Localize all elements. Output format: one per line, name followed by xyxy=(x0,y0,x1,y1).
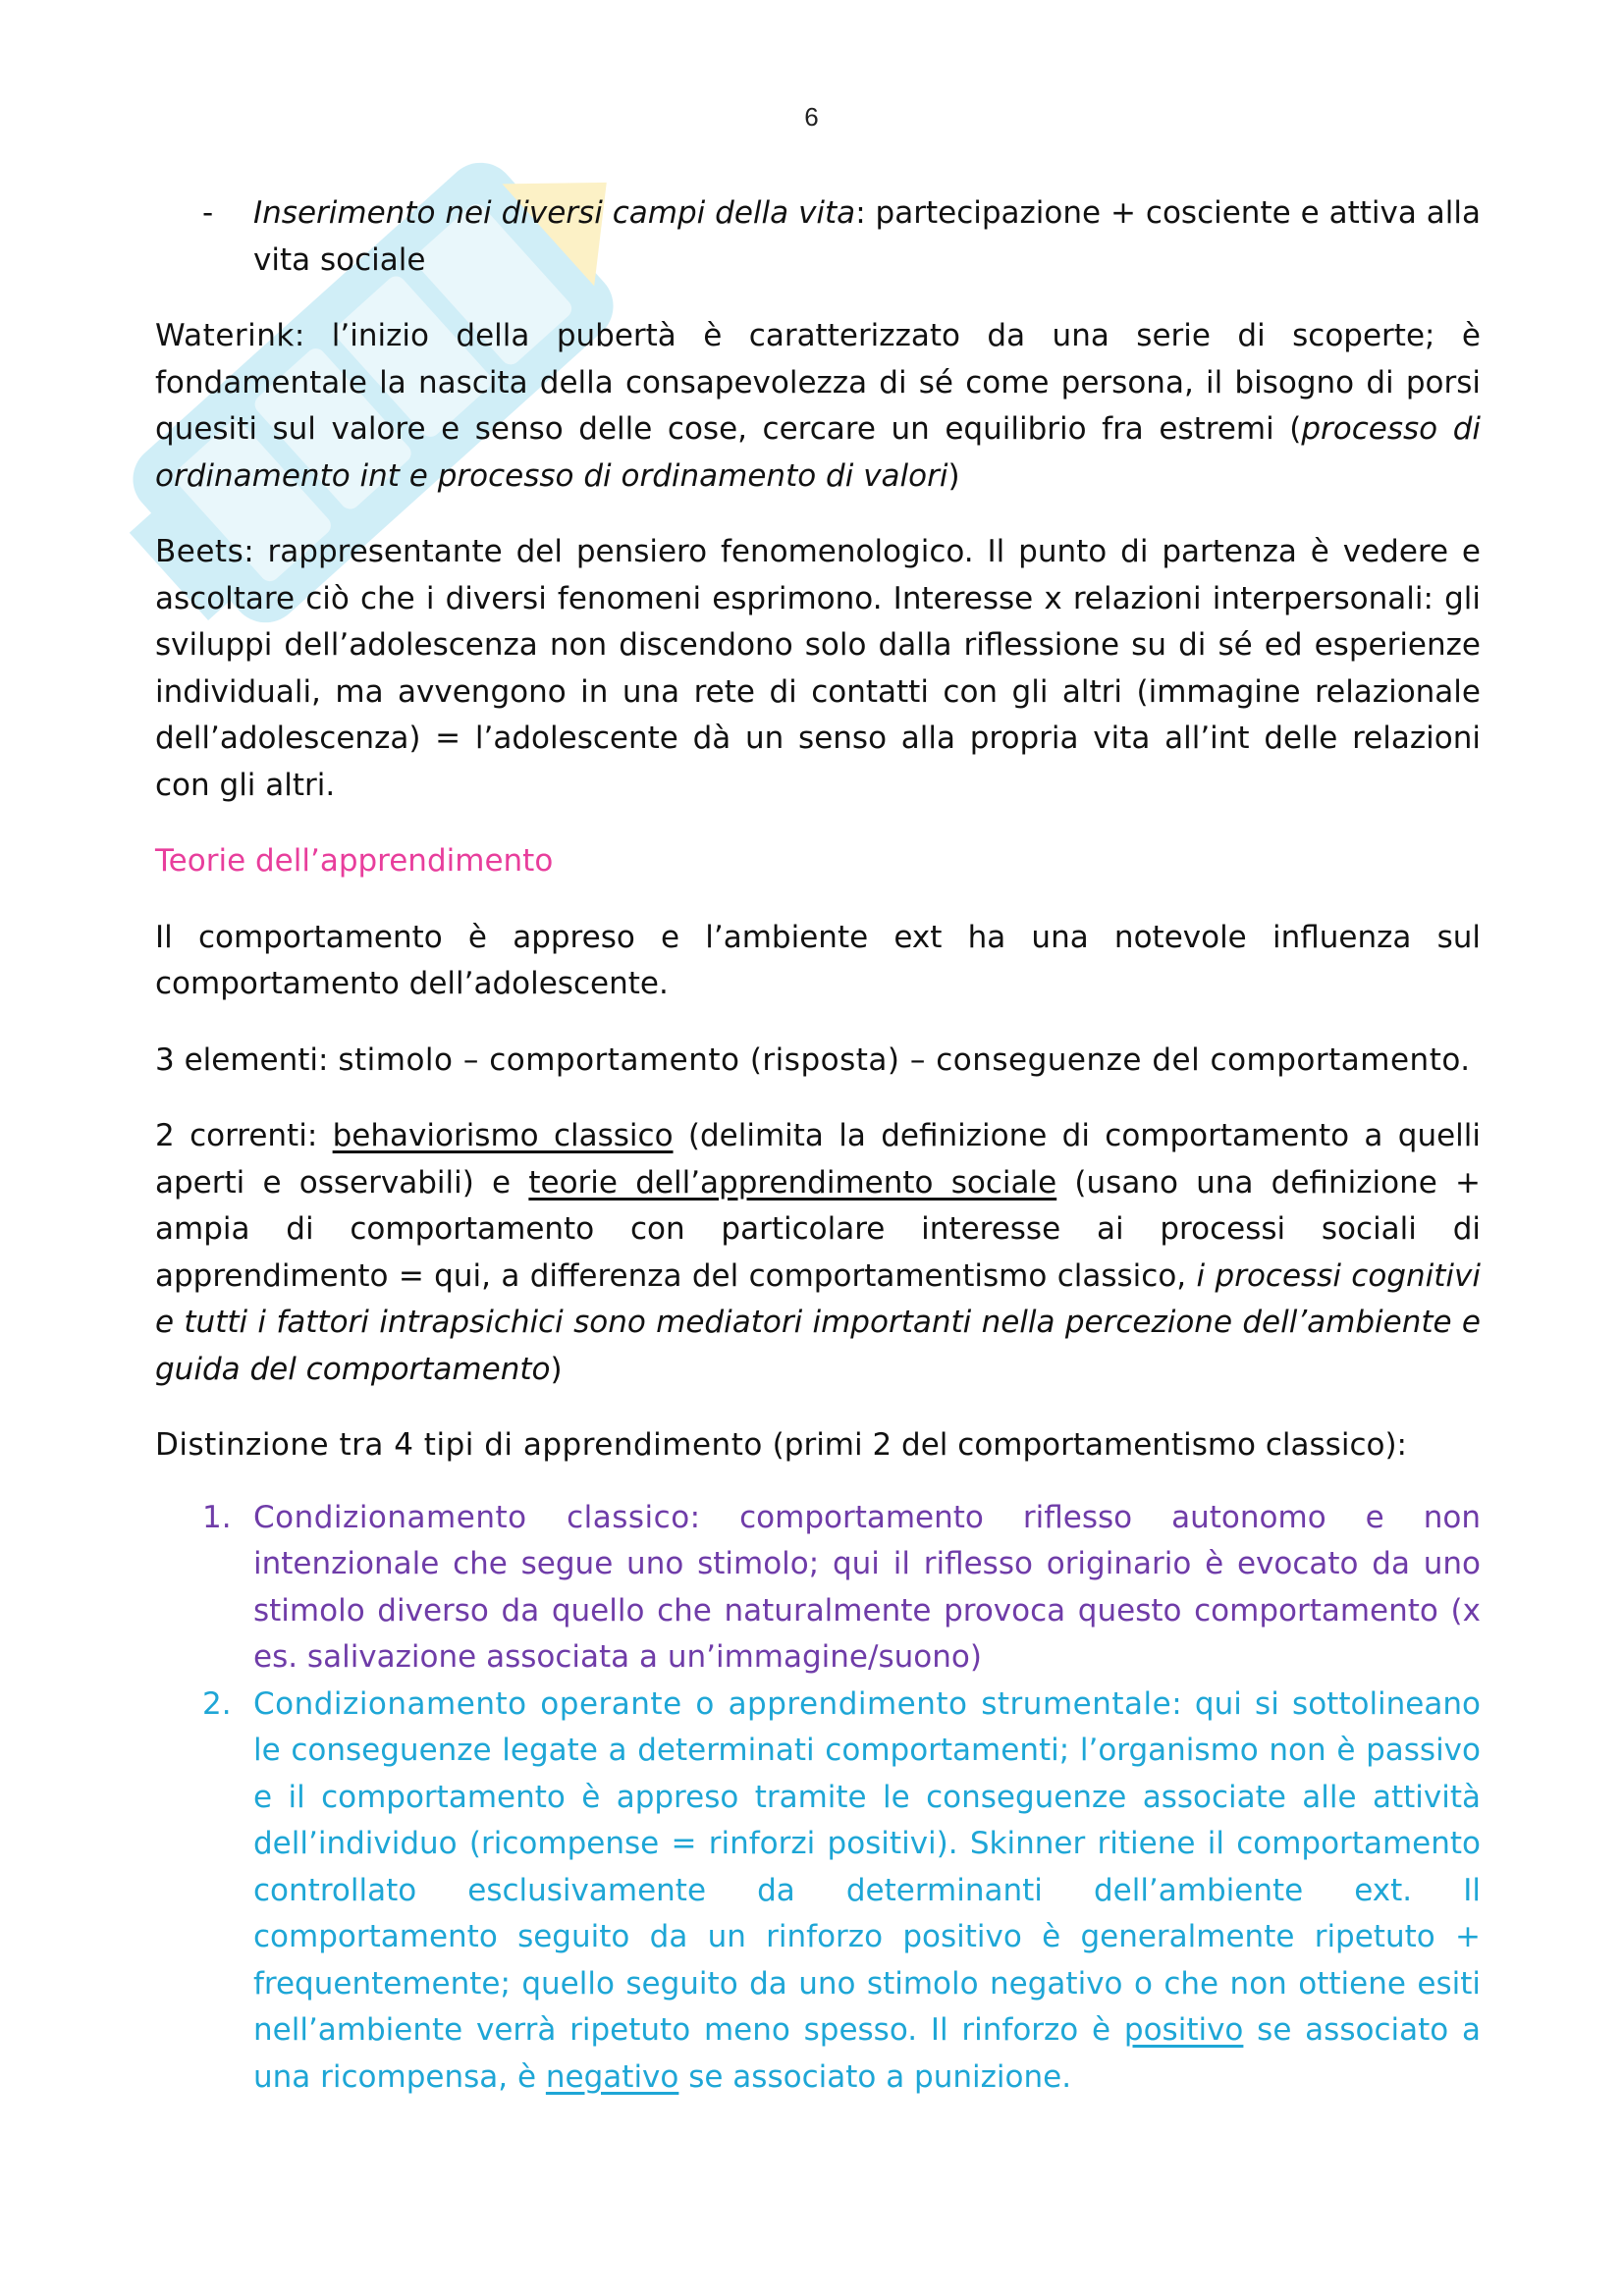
author-waterink: Waterink xyxy=(155,318,295,353)
beets-paragraph: Beets: rappresentante del pensiero fenomenologico. Il punto di partenza è vedere e ascoltare ciò che i diversi fenomeni esprimono. Interesse x relazioni interpersonali: gli sviluppi dell’adolescenza non discendono solo dalla riflessione su di sé ed esperienze individuali, ma avvengono in una rete di contatti con gli altri (immagine relazionale dell’adolescenza) = l’adolescente dà un senso alla propria vita all’int delle relazioni con gli altri. xyxy=(155,534,1481,803)
bullet-title: Inserimento nei diversi campi della vita xyxy=(253,195,856,231)
distinction-paragraph: Distinzione tra 4 tipi di apprendimento (primi 2 del comportamentismo classico): xyxy=(155,1427,1407,1463)
list-item-classical: 1. Condizionamento classico: comportamento riflesso autonomo e non intenzionale che segue uno stimolo; qui il riflesso originario è evocato da uno stimolo diverso da quello che naturalmente provoca questo comportamento (x es. salivazione associata a un’immagine/suono) xyxy=(155,1495,1481,1682)
elements-paragraph: 3 elementi: stimolo – comportamento (risposta) – conseguenze del comportamento. xyxy=(155,1041,1471,1078)
term-behaviorismo: behaviorismo classico xyxy=(332,1118,674,1153)
term-apprendimento-sociale: teorie dell’apprendimento sociale xyxy=(528,1164,1057,1201)
bullet-dash: - xyxy=(202,195,214,231)
currents-paragraph: 2 correnti: behaviorismo classico (delimita la definizione di comportamento a quelli aperti e osservabili) e teorie dell’apprendimento sociale (usano una definizione + ampia di comportamento con particolare interesse ai processi sociali di apprendimento = qui, a differenza del comportamentismo classico, i processi cognitivi e tutti i fattori intrapsichici sono mediatori importanti nella percezione dell’ambiente e guida del comportamento) xyxy=(155,1118,1481,1387)
list-number: 1. xyxy=(202,1499,232,1535)
page-number: 6 xyxy=(804,102,819,132)
section-title: Teorie dell’apprendimento xyxy=(155,843,554,879)
term-positivo: positivo xyxy=(1123,2012,1244,2048)
author-beets: Beets xyxy=(155,534,244,569)
term-negativo: negativo xyxy=(545,2058,679,2095)
learning-types-list xyxy=(155,1495,1481,2102)
bullet-text: : partecipazione + cosciente e attiva alla vita sociale xyxy=(253,195,1481,278)
waterink-paragraph: Waterink: l’inizio della pubertà è caratterizzato da una serie di scoperte; è fondamentale la nascita della consapevolezza di sé come persona, il bisogno di porsi quesiti sul valore e senso delle cose, cercare un equilibrio fra estremi (processo di ordinamento int e processo di ordinamento di valori) xyxy=(155,318,1481,494)
intro-paragraph: Il comportamento è appreso e l’ambiente ext ha una notevole influenza sul comportamento dell’adolescente. xyxy=(155,919,1481,1001)
list-item-operant: 2. Condizionamento operante o apprendimento strumentale: qui si sottolineano le conseguenze legate a determinati comportamenti; l’organismo non è passivo e il comportamento è appreso tramite le conseguenze associate alle attività dell’individuo (ricompense = rinforzi positivi). Skinner ritiene il comportamento controllato esclusivamente da determinanti dell’ambiente ext. Il comportamento seguito da un rinforzo positivo è generalmente ripetuto + frequentemente; quello seguito da uno stimolo negativo o che non ottiene esiti nell’ambiente verrà ripetuto meno spesso. Il rinforzo è positivo se associato a una ricompensa, è negativo se associato a punizione. xyxy=(155,1682,1481,2102)
document-body xyxy=(155,190,1481,2101)
list-number: 2. xyxy=(202,1685,232,1722)
bullet-item xyxy=(155,190,1481,284)
